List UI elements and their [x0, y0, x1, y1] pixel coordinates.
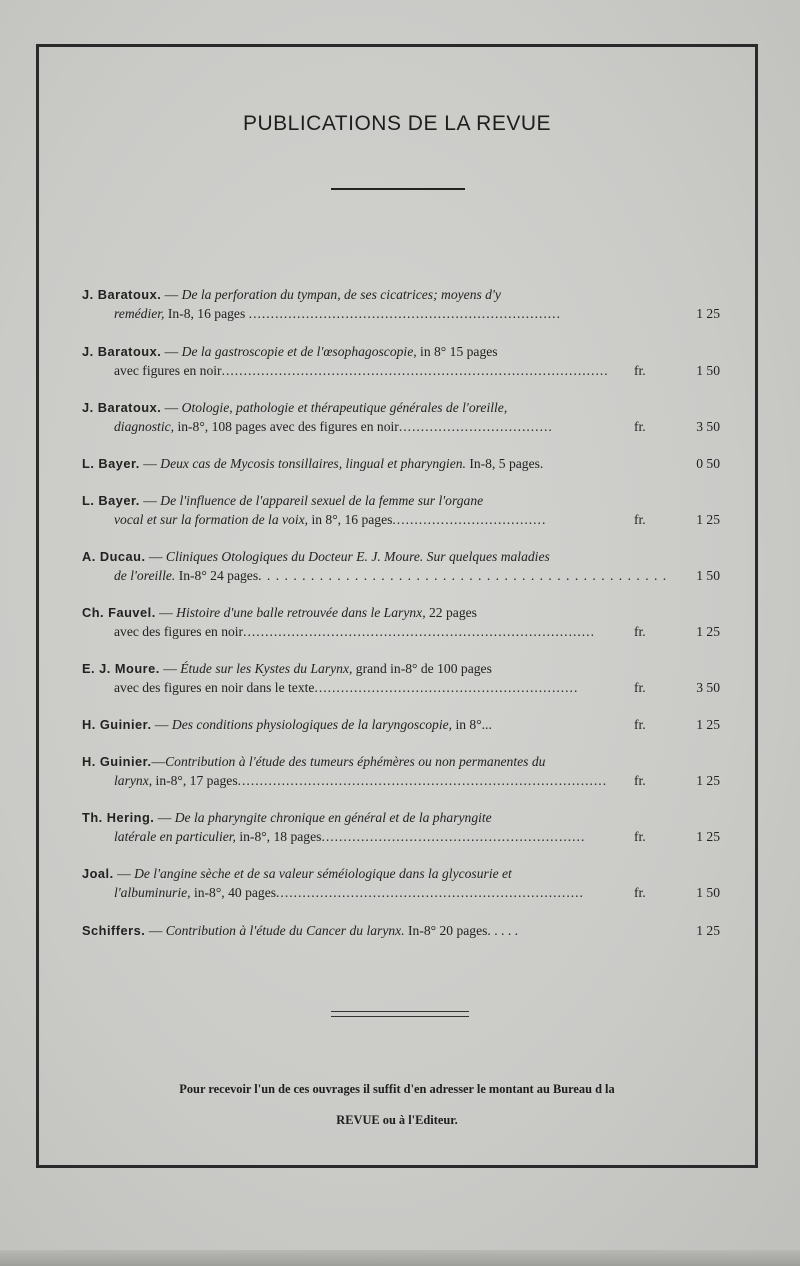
entry-separator: —: [159, 661, 181, 676]
footer-line-1: Pour recevoir l'un de ces ouvrages il suffit d'en adresser le montant au Bureau d la: [179, 1082, 615, 1096]
entry-currency: fr.: [634, 717, 646, 732]
entry-author: J. Baratoux.: [82, 344, 162, 359]
entry-details: In-8° 24 pages: [175, 568, 259, 583]
entry-separator: —: [154, 810, 175, 825]
entry-title: Des conditions physiologiques de la laryngoscopie,: [171, 717, 453, 732]
page-edge: [0, 1250, 800, 1266]
entry-title: Histoire d'une balle retrouvée dans le Larynx,: [176, 605, 426, 620]
footer-line-2: REVUE ou à l'Editeur.: [336, 1113, 458, 1127]
publication-entry: [82, 921, 722, 940]
entry-details: in-8°, 18 pages: [235, 829, 322, 844]
entry-details-cont: avec des figures en noir dans le texte: [114, 680, 315, 695]
entry-title-cont: l'albuminurie,: [114, 885, 191, 900]
entry-author: H. Guinier.: [82, 754, 152, 769]
entry-price: 3 50: [696, 680, 720, 695]
entry-price: 1 25: [696, 773, 720, 788]
entry-details-cont: avec figures en noir: [114, 363, 222, 378]
entry-title-cont: remédier,: [114, 306, 165, 321]
entry-title: De la gastroscopie et de l'œsophagoscopie,: [181, 344, 417, 359]
entry-currency: fr.: [634, 363, 646, 378]
entry-details: in 8°...: [452, 717, 492, 732]
entry-details: in-8°, 17 pages: [152, 773, 238, 788]
leader-dots: ............................................................: [314, 680, 579, 695]
publication-entry: [82, 808, 722, 846]
entry-details: 22 pages: [425, 605, 477, 620]
entry-title: Deux cas de Mycosis tonsillaires, lingual et pharyngien.: [160, 456, 466, 471]
leader-dots: ................................................................................: [243, 624, 595, 639]
entry-title: Contribution à l'étude du Cancer du larynx.: [165, 923, 405, 938]
bottom-rule: [331, 1011, 469, 1017]
entry-currency: fr.: [634, 773, 646, 788]
publication-entry: [82, 752, 722, 790]
leader-dots: .......................................................................: [248, 306, 561, 321]
entry-price: 0 50: [696, 456, 720, 471]
entry-details: in-8°, 108 pages avec des figures en noir: [174, 419, 399, 434]
leader-dots: . . . . . . . . . . . . . . . . . . . . . . . . . . . . . . . . . . . . . . . . . . . . . . .: [258, 568, 668, 583]
entry-author: J. Baratoux.: [82, 400, 162, 415]
entry-title: De l'angine sèche et de sa valeur séméiologique dans la glycosurie et: [134, 866, 512, 881]
entry-details: In-8, 16 pages: [164, 306, 246, 321]
entry-details: in 8°, 16 pages: [308, 512, 393, 527]
entry-author: L. Bayer.: [82, 493, 140, 508]
entry-currency: fr.: [634, 829, 646, 844]
entry-author: Ch. Fauvel.: [82, 605, 156, 620]
entry-separator: —: [161, 344, 182, 359]
entry-price: 1 25: [696, 829, 720, 844]
publication-entry: [82, 398, 722, 436]
entry-price: 1 50: [696, 363, 720, 378]
entry-title: Contribution à l'étude des tumeurs éphémères ou non permanentes du: [165, 754, 546, 769]
entry-currency: fr.: [634, 512, 646, 527]
entry-title-cont: latérale en particulier,: [114, 829, 236, 844]
leader-dots: ............................................................: [321, 829, 586, 844]
entry-details: grand in-8° de 100 pages: [352, 661, 492, 676]
entry-price: 1 25: [696, 624, 720, 639]
entry-title: Cliniques Otologiques du Docteur E. J. Moure. Sur quelques maladies: [165, 549, 550, 564]
leader-dots: ...................................: [398, 419, 553, 434]
publication-entry: [82, 342, 722, 380]
entry-separator: —: [145, 923, 166, 938]
entry-details: in 8° 15 pages: [416, 344, 498, 359]
entry-title: De la perforation du tympan, de ses cicatrices; moyens d'y: [181, 287, 501, 302]
entry-author: A. Ducau.: [82, 549, 146, 564]
entry-separator: —: [139, 493, 161, 508]
entry-price: 1 25: [696, 923, 720, 938]
entry-price: 3 50: [696, 419, 720, 434]
entry-separator: —: [151, 754, 166, 769]
footer-note: [36, 1074, 758, 1136]
entry-details: In-8° 20 pages. . . . .: [404, 923, 519, 938]
entry-details-cont: avec des figures en noir: [114, 624, 244, 639]
entry-author: E. J. Moure.: [82, 661, 160, 676]
page-title: PUBLICATIONS DE LA REVUE: [242, 112, 552, 135]
entry-details: in-8°, 40 pages: [190, 885, 277, 900]
entry-price: 1 50: [696, 885, 720, 900]
entry-currency: fr.: [634, 419, 646, 434]
entry-currency: fr.: [634, 885, 646, 900]
publication-entry: [82, 454, 722, 473]
leader-dots: ....................................................................................: [237, 773, 608, 788]
entry-separator: —: [145, 549, 166, 564]
entry-title-cont: diagnostic,: [114, 419, 175, 434]
entry-author: L. Bayer.: [82, 456, 140, 471]
entry-price: 1 25: [696, 717, 720, 732]
leader-dots: ......................................................................: [276, 885, 584, 900]
entry-author: J. Baratoux.: [82, 287, 162, 302]
entry-separator: —: [113, 866, 135, 881]
entry-title-cont: vocal et sur la formation de la voix,: [114, 512, 309, 527]
entry-title: Otologie, pathologie et thérapeutique générales de l'oreille,: [181, 400, 508, 415]
leader-dots: ...................................: [392, 512, 547, 527]
entry-separator: —: [139, 456, 161, 471]
entry-details: In-8, 5 pages.: [465, 456, 544, 471]
entry-author: Th. Hering.: [82, 810, 155, 825]
entry-author: Schiffers.: [82, 923, 146, 938]
publication-entry: [82, 659, 722, 697]
publication-entry: [82, 864, 722, 902]
entry-separator: —: [155, 605, 177, 620]
entry-title: De la pharyngite chronique en général et de la pharyngite: [174, 810, 492, 825]
entry-separator: —: [161, 400, 182, 415]
publication-entry: [82, 715, 722, 734]
entry-price: 1 25: [696, 512, 720, 527]
entry-title-cont: larynx,: [114, 773, 153, 788]
entry-separator: —: [151, 717, 172, 732]
entry-title: De l'influence de l'appareil sexuel de la femme sur l'organe: [160, 493, 484, 508]
entry-currency: fr.: [634, 680, 646, 695]
entry-author: H. Guinier.: [82, 717, 152, 732]
publication-entry: [82, 603, 722, 641]
publication-entry: [82, 547, 722, 585]
entry-title: Étude sur les Kystes du Larynx,: [180, 661, 353, 676]
publication-entry: [82, 285, 722, 323]
publication-entry: [82, 491, 722, 529]
entry-title-cont: de l'oreille.: [114, 568, 176, 583]
entry-separator: —: [161, 287, 182, 302]
leader-dots: ........................................................................................: [221, 363, 609, 378]
entry-price: 1 25: [696, 306, 720, 321]
entry-price: 1 50: [696, 568, 720, 583]
entry-currency: fr.: [634, 624, 646, 639]
entry-author: Joal.: [82, 866, 114, 881]
